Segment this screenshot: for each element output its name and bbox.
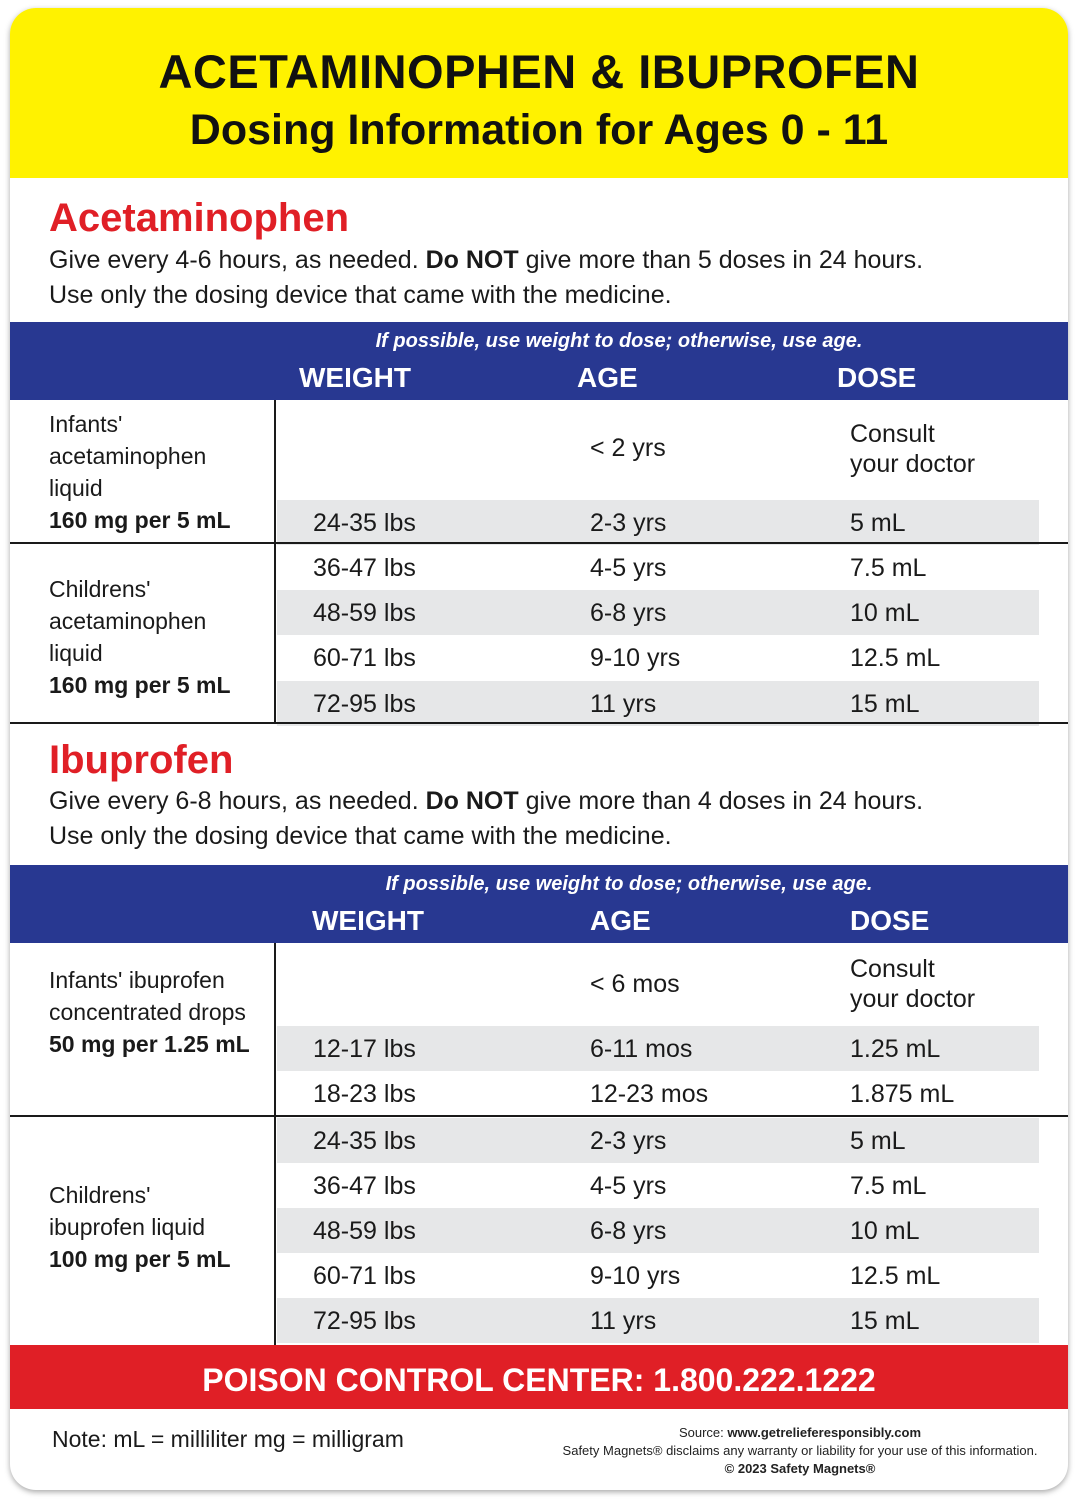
table-row — [277, 1298, 1039, 1343]
column-dose: DOSE — [850, 905, 930, 936]
dose-cell: Consult — [850, 420, 935, 448]
age-cell: 9-10 yrs — [590, 644, 681, 672]
weight-cell: 24-35 lbs — [313, 1127, 416, 1155]
product-line: liquid — [49, 475, 103, 501]
main-subtitle: Dosing Information for Ages 0 - 11 — [189, 106, 889, 154]
age-cell: 4-5 yrs — [590, 554, 667, 582]
dose-cell: your doctor — [850, 985, 976, 1013]
divider — [10, 722, 1068, 724]
source-label: Source: — [678, 1425, 728, 1440]
weight-cell: 36-47 lbs — [313, 1172, 416, 1200]
weight-cell: 24-35 lbs — [313, 509, 416, 537]
age-cell: 2-3 yrs — [590, 509, 667, 537]
dose-cell: your doctor — [850, 450, 976, 478]
source-url: www.getrelieferesponsibly.com — [727, 1425, 922, 1440]
column-age: AGE — [590, 905, 651, 936]
product-line: Infants' ibuprofen — [49, 967, 225, 993]
table-row — [277, 1118, 1039, 1163]
source-block — [550, 1424, 1050, 1478]
table-row — [277, 400, 1039, 500]
product-strength: 160 mg per 5 mL — [49, 507, 231, 533]
ibuprofen-table-header — [10, 865, 1068, 943]
product-strength: 100 mg per 5 mL — [49, 1246, 231, 1272]
desc-warning: Do NOT — [425, 246, 519, 274]
dose-cell: 15 mL — [850, 690, 920, 718]
table-row — [277, 635, 1039, 680]
product-line: acetaminophen — [49, 443, 207, 469]
column-weight: WEIGHT — [299, 362, 411, 393]
weight-cell: 36-47 lbs — [313, 554, 416, 582]
table-row — [277, 1253, 1039, 1298]
age-cell: 2-3 yrs — [590, 1127, 667, 1155]
table-row — [277, 1026, 1039, 1071]
age-cell: 6-8 yrs — [590, 1217, 667, 1245]
table-row — [277, 1208, 1039, 1253]
product-line: Childrens' — [49, 576, 151, 602]
table-row — [277, 1071, 1039, 1116]
dose-cell: 12.5 mL — [850, 1262, 941, 1290]
weight-cell: 72-95 lbs — [313, 1307, 416, 1335]
ibuprofen-title: Ibuprofen — [49, 738, 234, 782]
divider — [10, 542, 1068, 544]
ibuprofen-description — [49, 784, 923, 854]
table-row — [277, 1163, 1039, 1208]
dose-cell: Consult — [850, 955, 935, 983]
age-cell: < 2 yrs — [590, 434, 666, 462]
disclaimer: Safety Magnets® disclaims any warranty or liability for your use of this information. — [562, 1443, 1038, 1458]
dose-cell: 12.5 mL — [850, 644, 941, 672]
table-row — [277, 943, 1039, 1026]
units-note: Note: mL = milliliter mg = milligram — [52, 1426, 404, 1452]
product-childrens-ibuprofen — [49, 1179, 231, 1275]
dose-cell: 7.5 mL — [850, 554, 927, 582]
divider — [10, 1115, 1068, 1117]
desc-text: Give every 6-8 hours, as needed. — [49, 787, 426, 815]
acetaminophen-title: Acetaminophen — [49, 196, 350, 240]
age-cell: 6-8 yrs — [590, 599, 667, 627]
product-strength: 50 mg per 1.25 mL — [49, 1031, 250, 1057]
age-cell: 11 yrs — [590, 690, 657, 718]
poison-control-banner: POISON CONTROL CENTER: 1.800.222.1222 — [10, 1345, 1068, 1409]
product-line: liquid — [49, 640, 103, 666]
desc-text: Give every 4-6 hours, as needed. — [49, 246, 426, 274]
weight-cell: 72-95 lbs — [313, 690, 416, 718]
table-row — [277, 590, 1039, 635]
dose-cell: 5 mL — [850, 509, 906, 537]
column-age: AGE — [577, 362, 638, 393]
dosing-card — [10, 8, 1068, 1490]
dose-cell: 5 mL — [850, 1127, 906, 1155]
weight-cell: 48-59 lbs — [313, 599, 416, 627]
age-cell: 6-11 mos — [590, 1035, 693, 1063]
product-line: acetaminophen — [49, 608, 207, 634]
product-line: Infants' — [49, 411, 123, 437]
weight-cell: 48-59 lbs — [313, 1217, 416, 1245]
dose-cell: 7.5 mL — [850, 1172, 927, 1200]
dose-cell: 1.875 mL — [850, 1080, 955, 1108]
weight-cell: 12-17 lbs — [313, 1035, 416, 1063]
header-banner — [10, 8, 1068, 178]
table-note: If possible, use weight to dose; otherwise, use age. — [385, 873, 873, 895]
age-cell: < 6 mos — [590, 970, 680, 998]
desc-device-note: Use only the dosing device that came with the medicine. — [49, 822, 672, 850]
weight-cell: 18-23 lbs — [313, 1080, 416, 1108]
acetaminophen-table-header — [10, 322, 1068, 400]
copyright: © 2023 Safety Magnets® — [724, 1461, 876, 1476]
dose-cell: 10 mL — [850, 599, 920, 627]
table-row — [277, 500, 1039, 545]
weight-cell: 60-71 lbs — [313, 644, 416, 672]
dose-cell: 15 mL — [850, 1307, 920, 1335]
desc-warning: Do NOT — [425, 787, 519, 815]
age-cell: 4-5 yrs — [590, 1172, 667, 1200]
column-weight: WEIGHT — [312, 905, 424, 936]
product-line: concentrated drops — [49, 999, 246, 1025]
age-cell: 11 yrs — [590, 1307, 657, 1335]
column-divider — [274, 943, 276, 1345]
table-row — [277, 545, 1039, 590]
table-note: If possible, use weight to dose; otherwise, use age. — [375, 330, 863, 352]
product-infants-acetaminophen — [49, 408, 231, 536]
product-line: Childrens' — [49, 1182, 151, 1208]
desc-device-note: Use only the dosing device that came with the medicine. — [49, 281, 672, 309]
age-cell: 9-10 yrs — [590, 1262, 681, 1290]
column-dose: DOSE — [837, 362, 917, 393]
weight-cell: 60-71 lbs — [313, 1262, 416, 1290]
product-strength: 160 mg per 5 mL — [49, 672, 231, 698]
product-line: ibuprofen liquid — [49, 1214, 206, 1240]
desc-text: give more than 4 doses in 24 hours. — [518, 787, 924, 815]
dose-cell: 10 mL — [850, 1217, 920, 1245]
main-title: ACETAMINOPHEN & IBUPROFEN — [158, 45, 920, 98]
product-infants-ibuprofen — [49, 964, 250, 1060]
dose-cell: 1.25 mL — [850, 1035, 941, 1063]
desc-text: give more than 5 doses in 24 hours. — [518, 246, 924, 274]
age-cell: 12-23 mos — [590, 1080, 709, 1108]
acetaminophen-description — [49, 243, 923, 313]
table-row — [277, 681, 1039, 726]
product-childrens-acetaminophen — [49, 573, 231, 701]
column-divider — [274, 400, 276, 724]
